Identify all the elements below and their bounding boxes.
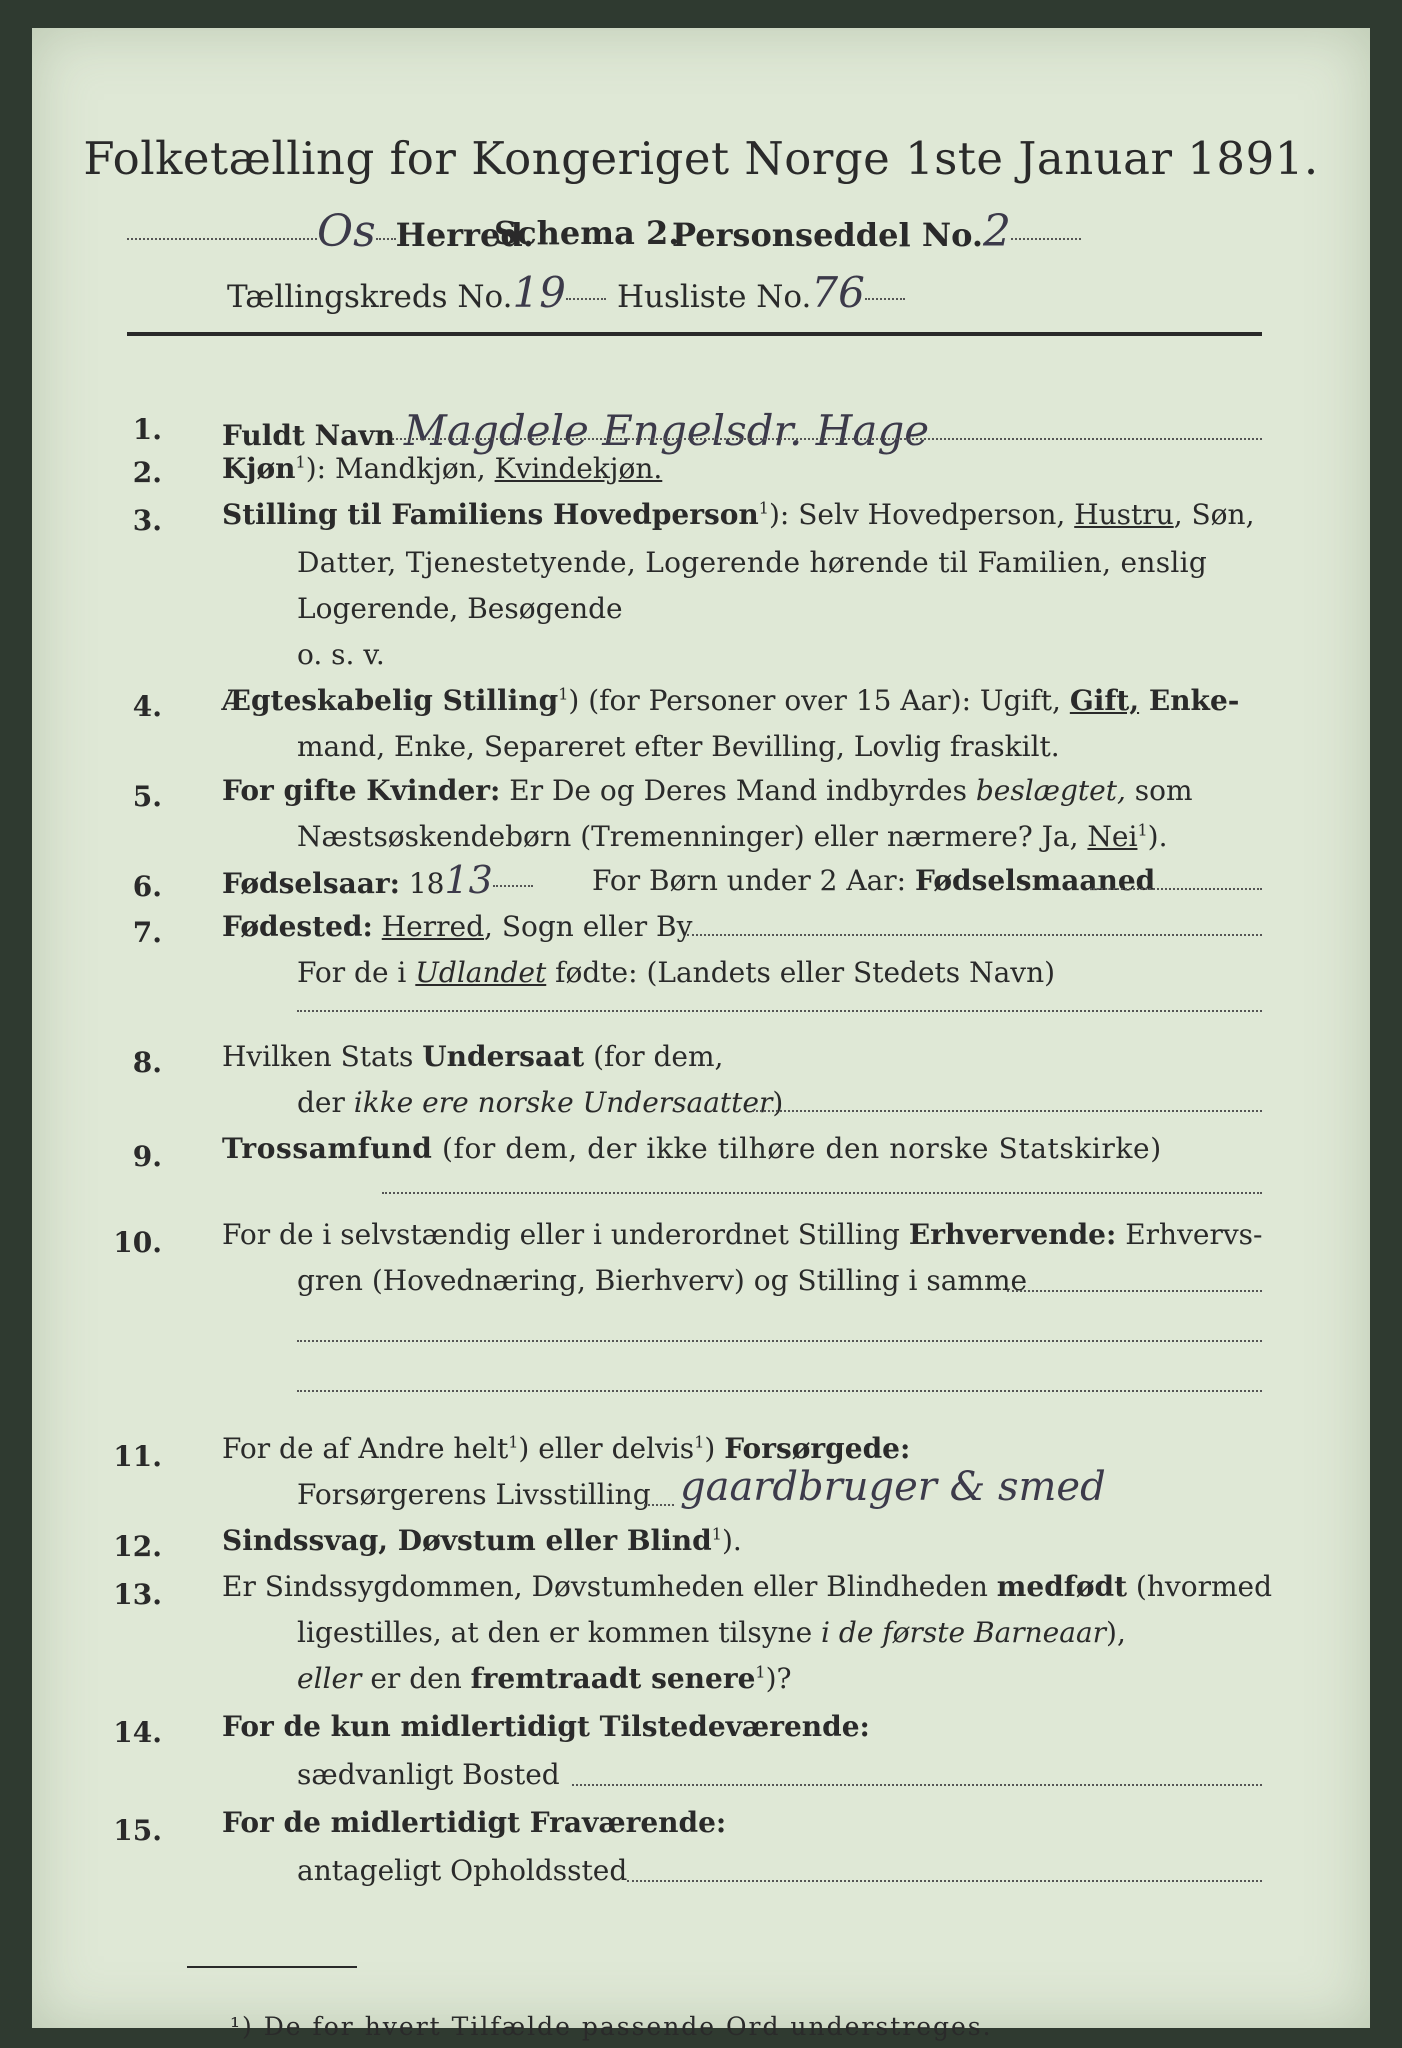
personseddel-line bbox=[672, 206, 1081, 257]
q8-line1: Hvilken Stats Undersaat (for dem, bbox=[222, 1040, 724, 1073]
q9-number: 9. bbox=[132, 1140, 162, 1173]
footnote: ¹) De for hvert Tilfælde passende Ord understreges. bbox=[230, 2012, 993, 2041]
q3-number: 3. bbox=[132, 504, 162, 537]
q14-line2: sædvanligt Bosted bbox=[297, 1758, 560, 1791]
herred-value: Os bbox=[317, 206, 376, 257]
q5-line2: Næstsøskendebørn (Tremenninger) eller nærmere? Ja, Nei$^1$). bbox=[297, 820, 1168, 853]
q11-value: gaardbruger & smed bbox=[680, 1464, 1106, 1510]
q6-value: 13 bbox=[444, 858, 493, 902]
q1-value: Magdele Engelsdr. Hage bbox=[403, 406, 930, 455]
q13-line1: Er Sindssygdommen, Døvstumheden eller Blindheden medfødt (hvormed bbox=[222, 1570, 1272, 1603]
q14-line1: For de kun midlertidigt Tilstedeværende: bbox=[222, 1710, 870, 1743]
q15-number: 15. bbox=[113, 1814, 162, 1847]
footnote-rule bbox=[187, 1966, 357, 1968]
herred-line bbox=[127, 206, 534, 257]
q5-line1: For gifte Kvinder: Er De og Deres Mand indbyrdes beslægtet, som bbox=[222, 774, 1193, 807]
q13-line3: eller er den fremtraadt senere$^1$)? bbox=[297, 1662, 792, 1695]
husliste-label: Husliste No. bbox=[617, 279, 812, 315]
q3-line4: o. s. v. bbox=[297, 638, 385, 671]
q1-line bbox=[222, 406, 929, 455]
form-title: Folketælling for Kongeriget Norge 1ste Januar 1891. bbox=[83, 132, 1319, 185]
husliste-value: 76 bbox=[811, 268, 865, 317]
q2-line: Kjøn$^1$): Mandkjøn, Kvindekjøn. bbox=[222, 452, 663, 485]
census-form bbox=[32, 28, 1370, 2041]
husliste-line bbox=[617, 268, 905, 317]
q6-number: 6. bbox=[132, 870, 162, 903]
q15-line1: For de midlertidigt Fraværende: bbox=[222, 1806, 727, 1839]
personseddel-value: 2 bbox=[983, 206, 1011, 257]
q11-number: 11. bbox=[113, 1440, 162, 1473]
q11-line1: For de af Andre helt$^1$) eller delvis$^1$) Forsørgede: bbox=[222, 1432, 911, 1465]
q15-line2: antageligt Opholdssted bbox=[297, 1854, 628, 1887]
q10-line2: gren (Hovednæring, Bierhverv) og Stilling i samme bbox=[297, 1264, 1028, 1297]
q5-number: 5. bbox=[132, 780, 162, 813]
q10-number: 10. bbox=[113, 1226, 162, 1259]
q2-number: 2. bbox=[132, 456, 162, 489]
q13-number: 13. bbox=[113, 1578, 162, 1611]
q9-line: Trossamfund (for dem, der ikke tilhøre den norske Statskirke) bbox=[222, 1132, 1162, 1165]
q14-number: 14. bbox=[113, 1716, 162, 1749]
q12-line: Sindssvag, Døvstum eller Blind$^1$). bbox=[222, 1524, 742, 1557]
q1-number: 1. bbox=[132, 413, 162, 446]
q11-line2: Forsørgerens Livsstilling bbox=[297, 1478, 651, 1511]
q13-line2: ligestilles, at den er kommen tilsyne i de første Barneaar), bbox=[297, 1616, 1126, 1649]
q12-number: 12. bbox=[113, 1530, 162, 1563]
personseddel-label: Personseddel No. bbox=[672, 216, 983, 254]
q6-line-b: For Børn under 2 Aar: Fødselsmaaned bbox=[592, 864, 1156, 897]
q3-line1: Stilling til Familiens Hovedperson$^1$): Selv Hovedperson, Hustru, Søn, bbox=[222, 498, 1255, 531]
q6-line: Fødselsaar: 1813 bbox=[222, 858, 533, 902]
kreds-line bbox=[227, 268, 606, 317]
schema-label: Schema 2. bbox=[494, 214, 680, 252]
q1-label: Fuldt Navn bbox=[222, 419, 396, 452]
q8-line2: der ikke ere norske Undersaatter) bbox=[297, 1086, 784, 1119]
q7-number: 7. bbox=[132, 916, 162, 949]
q3-line2: Datter, Tjenestetyende, Logerende hørende til Familien, enslig bbox=[297, 546, 1208, 579]
q7-line1: Fødested: Herred, Sogn eller By bbox=[222, 910, 693, 943]
q7-line2: For de i Udlandet fødte: (Landets eller Stedets Navn) bbox=[297, 956, 1056, 989]
q4-line2: mand, Enke, Separeret efter Bevilling, Lovlig fraskilt. bbox=[297, 730, 1060, 763]
q3-line3: Logerende, Besøgende bbox=[297, 592, 623, 625]
kreds-label: Tællingskreds No. bbox=[227, 279, 513, 315]
q4-number: 4. bbox=[132, 690, 162, 723]
q10-line1: For de i selvstændig eller i underordnet Stilling Erhvervende: Erhvervs- bbox=[222, 1218, 1263, 1251]
q4-line1: Ægteskabelig Stilling$^1$) (for Personer over 15 Aar): Ugift, Gift, Enke- bbox=[222, 684, 1240, 717]
header-rule bbox=[127, 332, 1262, 336]
kreds-value: 19 bbox=[512, 268, 566, 317]
q8-number: 8. bbox=[132, 1046, 162, 1079]
herred-label: Herred. bbox=[395, 216, 534, 254]
